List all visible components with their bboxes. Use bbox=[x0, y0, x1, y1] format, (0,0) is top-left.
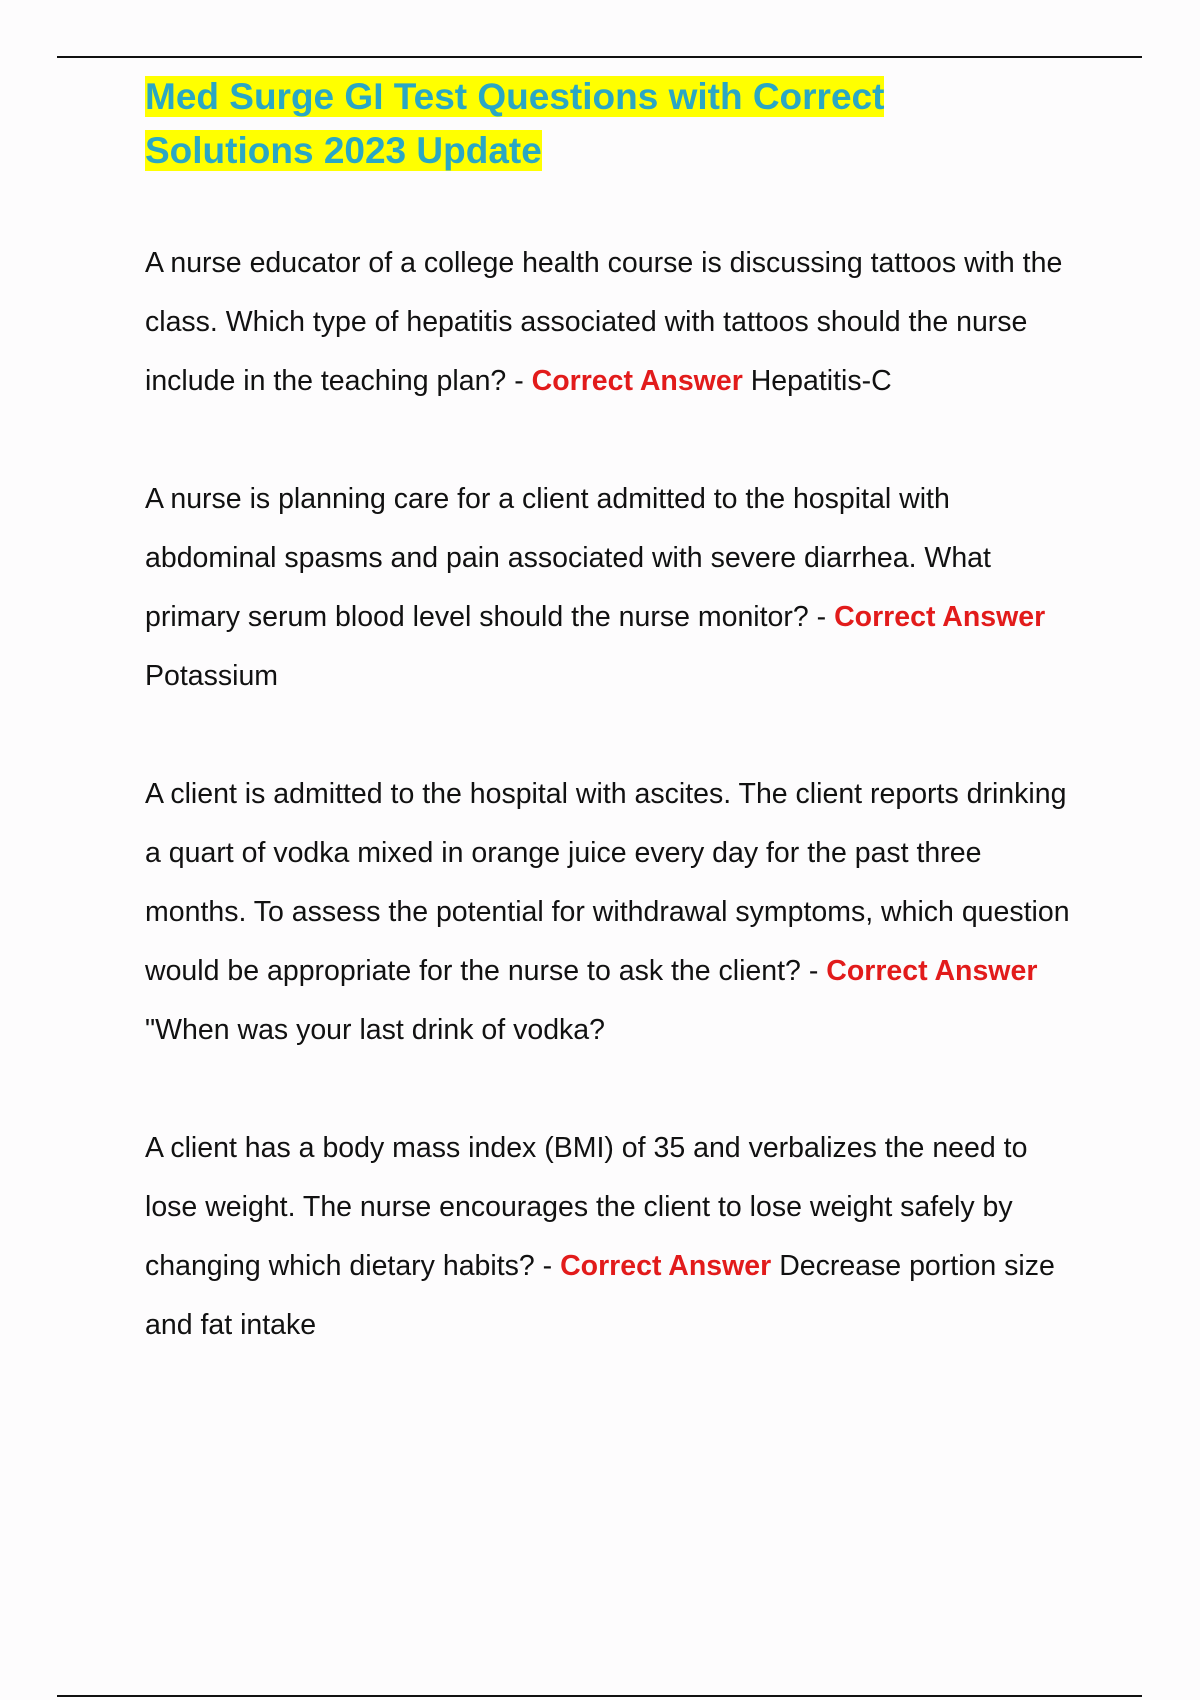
question-text: A client is admitted to the hospital with ascites. The client reports drinking a quart of vodka mixed in orange juice every day for the past three months. To assess the potential for withdrawal symptoms, which question would be appropriate for the nurse to ask the client? bbox=[145, 778, 1070, 987]
answer-text: Decrease portion size and fat intake bbox=[145, 1250, 1055, 1341]
correct-answer-label: Correct Answer bbox=[560, 1250, 772, 1282]
qa-item bbox=[145, 765, 1085, 1060]
qa-list bbox=[145, 234, 1085, 1355]
correct-answer-label: Correct Answer bbox=[826, 955, 1038, 987]
separator: - bbox=[800, 955, 827, 987]
bottom-rule bbox=[57, 1695, 1142, 1697]
question-text: A nurse educator of a college health course is discussing tattoos with the class. Which type of hepatitis associated with tattoos should the nurse include in the teaching plan? bbox=[145, 247, 1063, 397]
separator: - bbox=[506, 365, 532, 397]
answer-text: Hepatitis-C bbox=[750, 365, 892, 397]
title-highlight: Med Surge GI Test Questions with Correct Solutions 2023 Update bbox=[145, 76, 885, 171]
qa-item bbox=[145, 470, 1085, 706]
correct-answer-label: Correct Answer bbox=[531, 365, 743, 397]
document-title bbox=[145, 70, 935, 178]
question-text: A nurse is planning care for a client admitted to the hospital with abdominal spasms and pain associated with severe diarrhea. What primary serum blood level should the nurse monitor? bbox=[145, 483, 991, 633]
correct-answer-label: Correct Answer bbox=[834, 601, 1046, 633]
separator: - bbox=[808, 601, 835, 633]
answer-text: Potassium bbox=[145, 660, 279, 692]
qa-item bbox=[145, 1119, 1085, 1355]
answer-text: "When was your last drink of vodka? bbox=[145, 1014, 605, 1046]
top-rule bbox=[57, 56, 1142, 58]
question-text: A client has a body mass index (BMI) of 35 and verbalizes the need to lose weight. The nurse encourages the client to lose weight safely by changing which dietary habits? bbox=[145, 1132, 1028, 1282]
qa-item bbox=[145, 234, 1085, 411]
document-body bbox=[145, 70, 1085, 1414]
separator: - bbox=[534, 1250, 561, 1282]
